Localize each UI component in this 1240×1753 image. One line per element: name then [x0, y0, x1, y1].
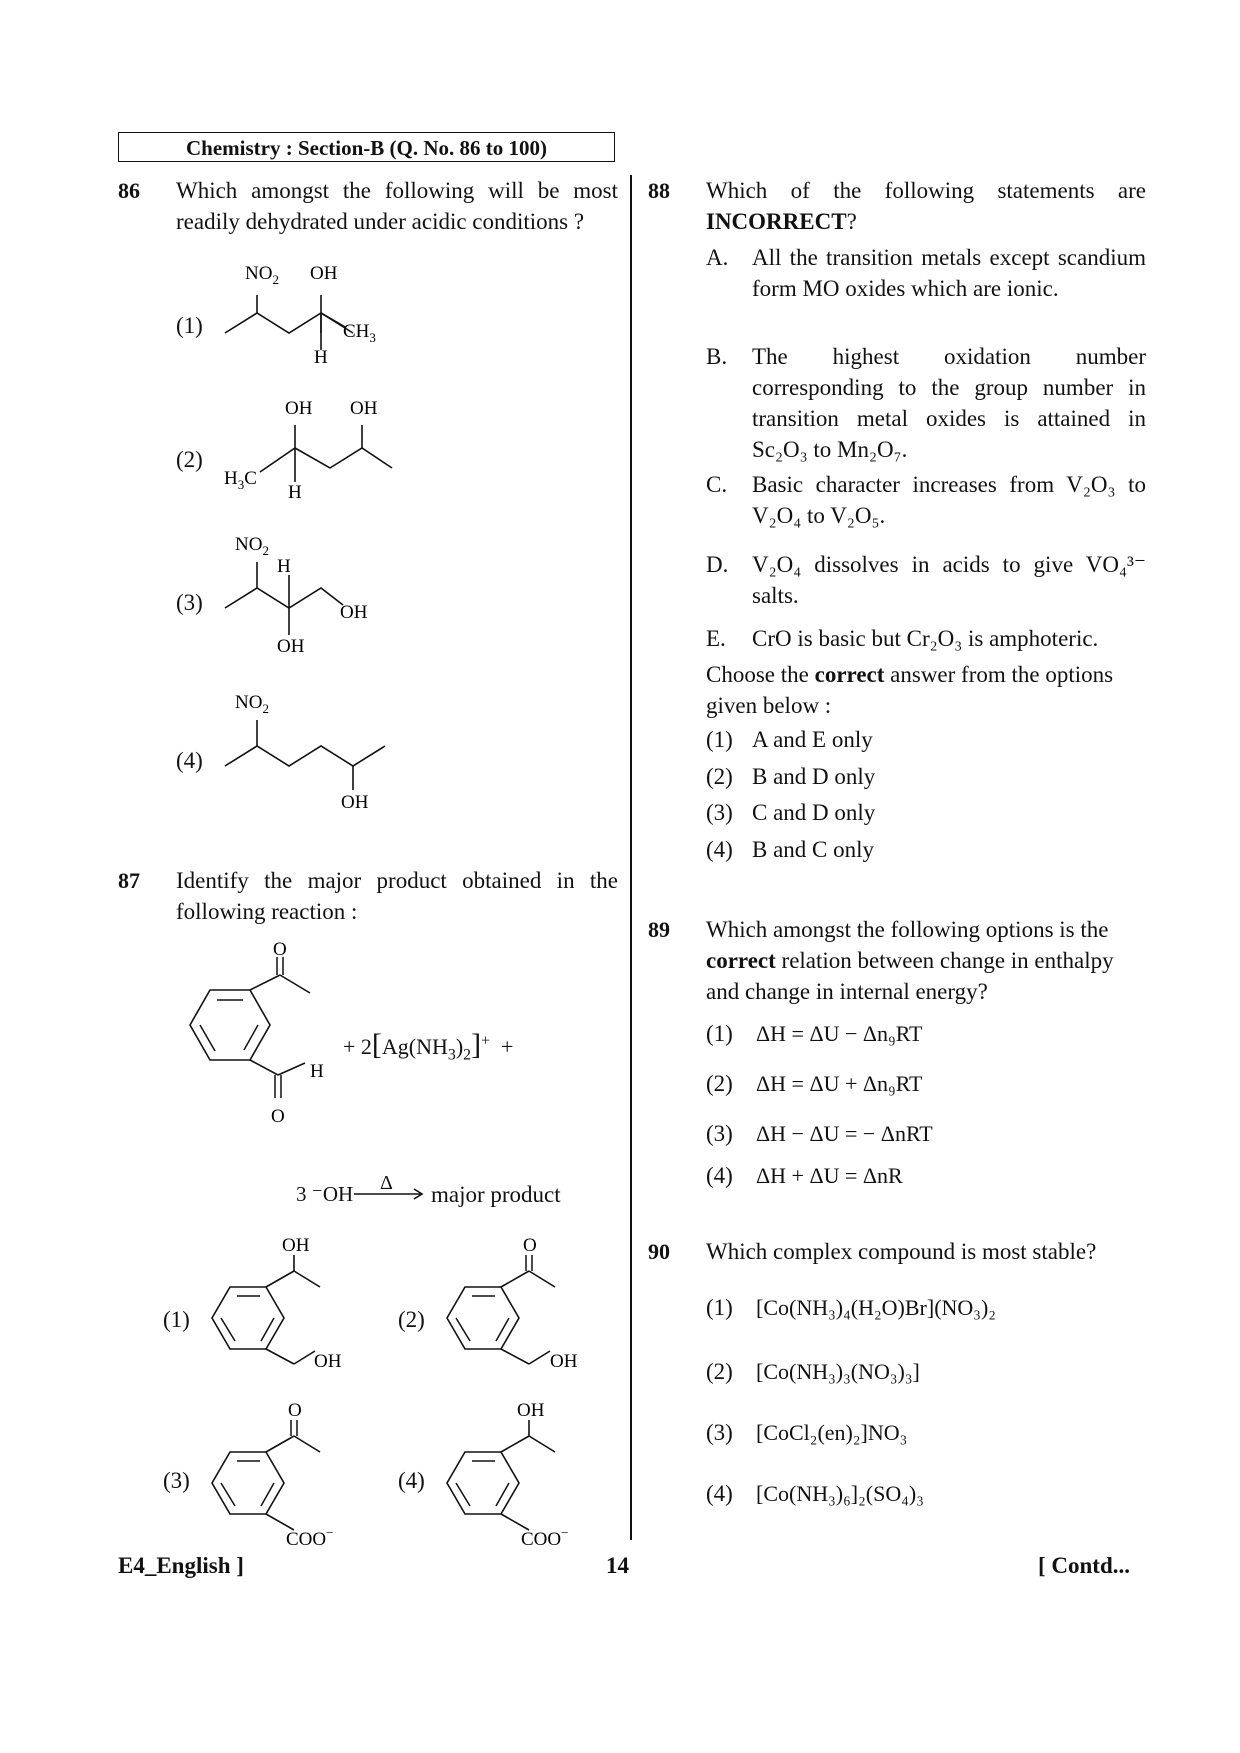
q88-choose-c: answer from the options given below : [706, 662, 1114, 718]
q88-option-1-text: A and E only [752, 727, 873, 752]
q88-statement-e-text: CrO is basic but Cr₂O₃ is amphoteric. [752, 626, 1099, 651]
q90-option-3-text: [CoCl₂(en)₂]NO₃ [756, 1420, 908, 1445]
q87-number: 87 [118, 868, 140, 893]
q87-product-label: major product [431, 1182, 561, 1207]
q88-text-line: Which of the following statements are [706, 178, 1146, 203]
q86-option-3-label[interactable]: (3) [176, 590, 203, 615]
q87-option-1-structure [200, 1235, 380, 1372]
svg-text:NO2: $NO_2$ [235, 534, 269, 558]
q88-choose-a: Choose the [706, 662, 809, 687]
q88-statement-c-label: C. [706, 472, 728, 497]
q87-arrow-label: Δ [380, 1172, 393, 1194]
q89-text-a: Which amongst the following options is the [706, 917, 1109, 942]
svg-text:O: O [523, 1235, 537, 1256]
q89-option-2-label: (2) [706, 1071, 733, 1096]
q87-option-1-label[interactable]: (1) [163, 1307, 190, 1332]
svg-text:H: H [288, 482, 302, 503]
q90-option-1[interactable] [706, 1292, 1146, 1326]
q87-option-4-label[interactable]: (4) [398, 1468, 425, 1493]
q88-statement-c [706, 469, 1146, 534]
column-divider [630, 175, 632, 1540]
q88-option-4[interactable] [706, 834, 1146, 866]
svg-text:OH: OH [517, 1400, 545, 1421]
q89-text [706, 914, 1146, 1007]
q90-option-2-text: [Co(NH₃)₃(NO₃)₃] [756, 1359, 920, 1384]
q89-option-3-text: ΔH − ΔU = − ΔnRT [756, 1121, 933, 1146]
svg-text:O: O [273, 939, 287, 960]
q88-statement-b-label: B. [706, 344, 728, 369]
svg-text:OH: OH [341, 792, 369, 813]
page-number: 14 [606, 1553, 629, 1578]
q90-option-2-label: (2) [706, 1359, 733, 1384]
q90-option-1-label: (1) [706, 1295, 733, 1320]
q89-option-2[interactable] [706, 1068, 1146, 1100]
q86-option-2-structure [220, 390, 400, 510]
q88-text [706, 175, 1146, 237]
q87-reagent: + $2[Ag(NH_3)_2]^+$ + [343, 1028, 514, 1064]
q86-option-1-label[interactable]: (1) [176, 313, 203, 338]
q88-statement-a-text: All the transition metals except scandium form MO oxides which are ionic. [752, 245, 1146, 301]
svg-text:NO2: $NO_2$ [245, 263, 279, 287]
q87-option-2-structure [435, 1235, 615, 1372]
q89-option-1-label: (1) [706, 1021, 733, 1046]
q88-option-3[interactable] [706, 797, 1146, 829]
svg-text:OH: OH [277, 636, 305, 657]
svg-text:OH: OH [550, 1351, 578, 1372]
q88-option-2-text: B and D only [752, 764, 876, 789]
svg-text:O: O [288, 1400, 302, 1421]
q88-statement-d-text: V₂O₄ dissolves in acids to give VO₄³⁻ salts. [752, 552, 1146, 608]
q89-option-4-label: (4) [706, 1163, 733, 1188]
q90-text: Which complex compound is most stable? [706, 1239, 1097, 1264]
q89-text-c: relation between change in enthalpy and change in internal energy? [706, 948, 1114, 1004]
svg-text:OH: OH [340, 602, 368, 623]
q86-number: 86 [118, 178, 140, 203]
q89-option-3[interactable] [706, 1118, 1146, 1150]
q86-option-3-structure [215, 530, 395, 660]
svg-text:OH: OH [282, 1235, 310, 1256]
q88-number: 88 [648, 178, 670, 203]
footer-code: E4_English ] [118, 1553, 244, 1578]
svg-text:OH: OH [314, 1351, 342, 1372]
svg-text:H3C: $H_3C$ [224, 468, 257, 492]
q86-option-4-label[interactable]: (4) [176, 748, 203, 773]
q89-option-2-text: ΔH = ΔU + Δn₉RT [756, 1071, 923, 1096]
q88-option-3-label: (3) [706, 800, 733, 825]
svg-text:O: O [271, 1106, 285, 1127]
q88-option-2-label: (2) [706, 764, 733, 789]
q89-number: 89 [648, 917, 670, 942]
q89-option-1[interactable] [706, 1018, 1146, 1050]
q87-top-oxygen-spacer [103, 968, 118, 983]
svg-text:OH: OH [350, 398, 378, 419]
q88-statement-e [706, 623, 1146, 657]
svg-text:H: H [310, 1061, 324, 1082]
q88-statement-c-text: Basic character increases from V₂O₃ to V₂O₄ to V₂O₅. [752, 472, 1146, 528]
footer-contd: [ Contd... [1038, 1553, 1131, 1578]
q90-option-4[interactable] [706, 1478, 1146, 1512]
q90-option-4-label: (4) [706, 1481, 733, 1506]
q87-option-2-label[interactable]: (2) [398, 1307, 425, 1332]
svg-text:H: H [277, 556, 291, 577]
q87-reagent-plus: + 2 [343, 1034, 372, 1059]
q88-statement-b [706, 341, 1146, 466]
svg-text:OH: OH [285, 398, 313, 419]
svg-text:CH3: $CH_3$ [343, 321, 376, 345]
q89-option-1-text: ΔH = ΔU − Δn₉RT [756, 1021, 923, 1046]
q90-number: 90 [648, 1239, 670, 1264]
q88-statement-d [706, 549, 1146, 614]
svg-text:H: H [314, 347, 328, 368]
q88-statement-b-text: The highest oxidation number corresponding to the group number in transition metal oxides is attained in Sc₂O₃ to Mn₂O₇. [752, 344, 1146, 462]
q89-option-3-label: (3) [706, 1121, 733, 1146]
q88-text-end: ? [846, 209, 857, 234]
q89-text-emph: correct [706, 948, 776, 973]
q87-option-3-structure [200, 1400, 380, 1550]
svg-text:OH: OH [310, 263, 338, 284]
q86-option-1-structure [215, 255, 395, 370]
q88-option-1-label: (1) [706, 727, 733, 752]
q87-reactant-structure [170, 939, 370, 1135]
svg-text:NO2: $NO_2$ [235, 692, 269, 716]
q88-statement-a-label: A. [706, 245, 729, 270]
q88-choose-emph: correct [814, 662, 885, 687]
q88-statement-d-label: D. [706, 552, 729, 577]
q90-option-1-text: [Co(NH₃)₄(H₂O)Br](NO₃)₂ [756, 1295, 996, 1320]
q88-statement-e-label: E. [706, 626, 726, 651]
q88-option-4-label: (4) [706, 837, 733, 862]
q89-option-4[interactable] [706, 1160, 1146, 1192]
section-header: Chemistry : Section-B (Q. No. 86 to 100) [118, 132, 615, 162]
q86-option-2-label[interactable]: (2) [176, 447, 203, 472]
q87-option-4-structure [435, 1400, 615, 1550]
q88-option-2[interactable] [706, 761, 1146, 793]
q88-statement-a [706, 242, 1146, 337]
q87-option-3-label[interactable]: (3) [163, 1468, 190, 1493]
q88-option-4-text: B and C only [752, 837, 875, 862]
q90-option-2[interactable] [706, 1356, 1146, 1390]
q88-text-emph: INCORRECT [706, 209, 847, 234]
q90-option-3-label: (3) [706, 1420, 733, 1445]
q88-option-3-text: C and D only [752, 800, 876, 825]
q86-text: Which amongst the following will be most readily dehydrated under acidic conditions ? [176, 178, 618, 234]
svg-text:COO−: COO− [286, 1525, 334, 1550]
q86-option-4-structure [215, 688, 395, 818]
q88-option-1[interactable] [706, 724, 1146, 756]
q90-option-3[interactable] [706, 1417, 1146, 1451]
svg-text:COO−: COO− [521, 1525, 569, 1550]
q90-option-4-text: [Co(NH₃)₆]₂(SO₄)₃ [756, 1481, 924, 1506]
q87-reagent-complex: Ag(NH [381, 1034, 448, 1059]
q87-base: 3 ⁻OH [296, 1182, 354, 1206]
q87-plus-end: + [501, 1034, 514, 1059]
q87-text: Identify the major product obtained in the following reaction : [176, 868, 618, 924]
q88-choose-text [706, 659, 1146, 721]
q89-option-4-text: ΔH + ΔU = ΔnR [756, 1163, 903, 1188]
